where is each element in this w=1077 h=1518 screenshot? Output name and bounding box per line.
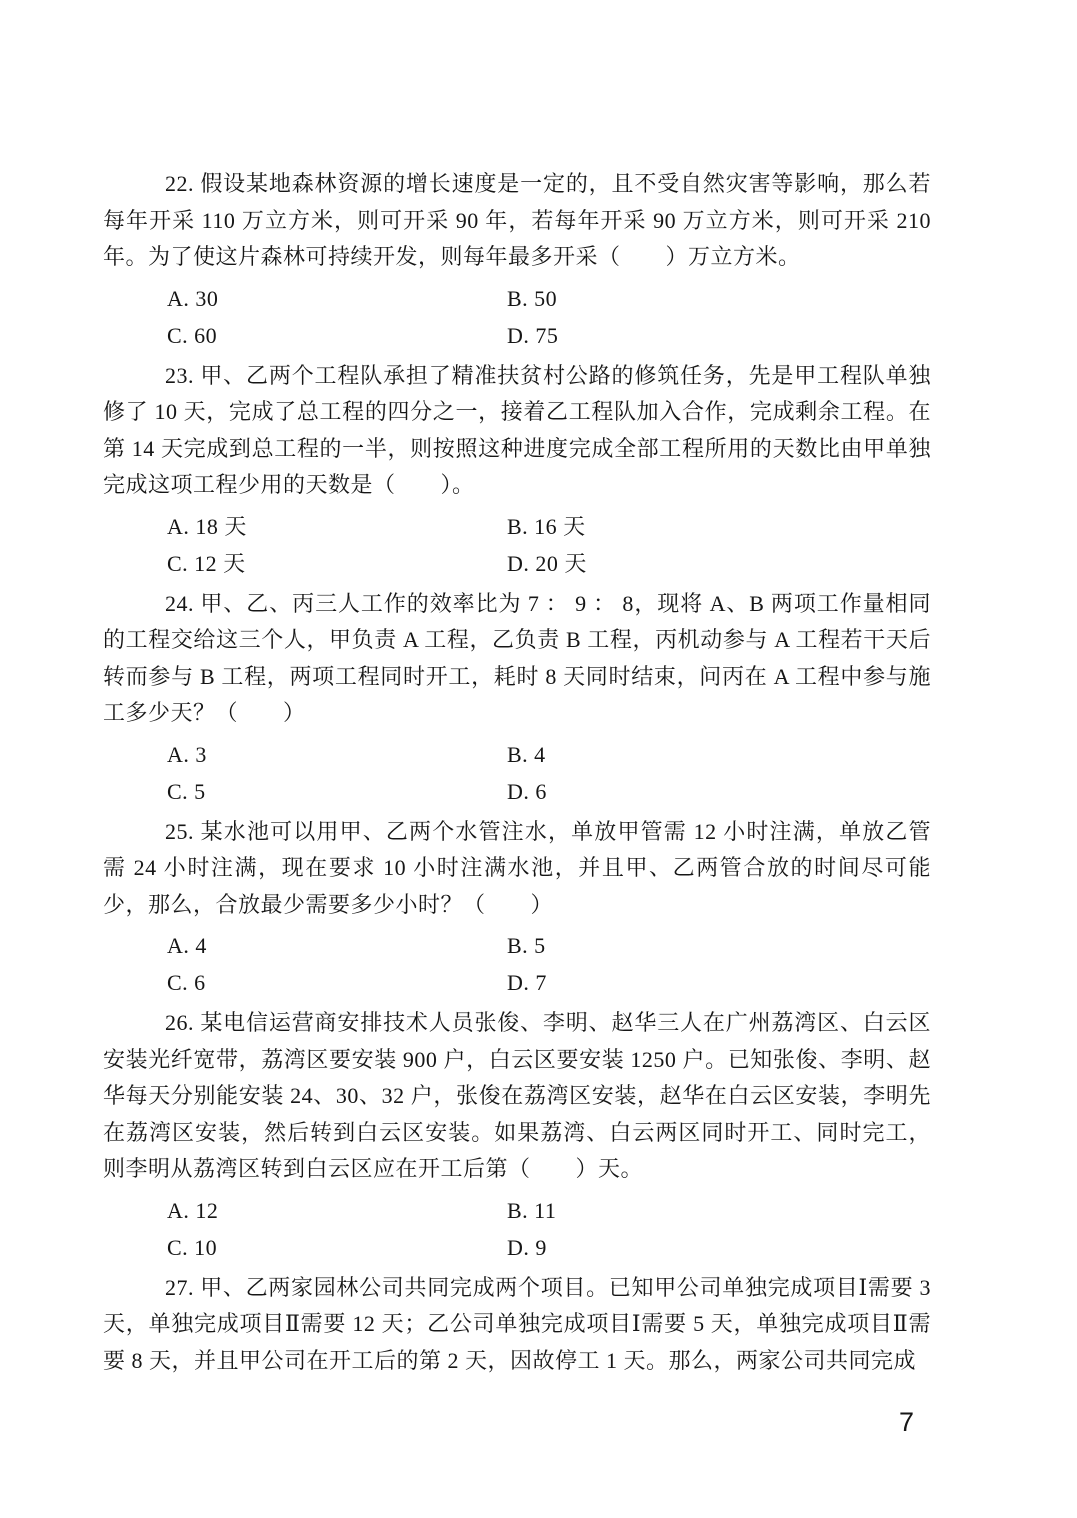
option-b: B. 5 [507, 933, 546, 958]
option-c: C. 12 天 [167, 550, 246, 576]
option-c: C. 6 [167, 970, 206, 995]
option-a: A. 12 [167, 1197, 219, 1223]
option-c: C. 10 [167, 1234, 218, 1260]
option-b: B. 50 [507, 285, 558, 311]
question-22-text: 假设某地森林资源的增长速度是一定的，且不受自然灾害等影响，那么若每年开采 110 万立方米，则可开采 90 年，若每年开采 90 万立方米，则可开采 210 年。为了使这片森林可持续开发，则每年最多开采（ ）万立方米。 [103, 171, 931, 269]
option-a: A. 4 [167, 933, 207, 958]
question-27 [103, 1270, 931, 1380]
question-25 [103, 814, 931, 1002]
question-24-number: 24. [165, 590, 194, 616]
question-25-text: 某水池可以用甲、乙两个水管注水，单放甲管需 12 小时注满，单放乙管需 24 小时注满，现在要求 10 小时注满水池，并且甲、乙两管合放的时间尽可能少，那么，合放最少需要多少小时？（ ） [103, 818, 931, 917]
option-d: D. 75 [507, 322, 559, 348]
page-content [103, 166, 931, 1379]
question-24-text: 甲、乙、丙三人工作的效率比为 7 ： 9 ： 8，现将 A、B 两项工作量相同的工程交给这三个人，甲负责 A 工程，乙负责 B 工程，丙机动参与 A 工程若干天后转而参与 B 工程，两项工程同时开工，耗时 8 天同时结束，问丙在 A 工程中参与施工多少天？（ ） [103, 590, 931, 725]
option-d: D. 20 天 [507, 550, 587, 576]
option-a: A. 18 天 [167, 513, 247, 539]
question-23 [103, 358, 931, 582]
option-b: B. 4 [507, 741, 546, 767]
option-d: D. 6 [507, 778, 547, 804]
question-23-options [103, 508, 931, 582]
option-c: C. 5 [167, 778, 206, 804]
option-c: C. 60 [167, 322, 218, 348]
question-24-paragraph [103, 586, 931, 732]
question-23-text: 甲、乙两个工程队承担了精准扶贫村公路的修筑任务，先是甲工程队单独修了 10 天，完成了总工程的四分之一，接着乙工程队加入合作，完成剩余工程。在第 14 天完成到总工程的一半，则按照这种进度完成全部工程所用的天数比由甲单独完成这项工程少用的天数是（ ）。 [103, 362, 931, 497]
option-d: D. 7 [507, 970, 547, 995]
question-22-number: 22. [165, 171, 194, 196]
option-a: A. 3 [167, 741, 207, 767]
question-23-number: 23. [165, 362, 194, 388]
question-23-paragraph [103, 358, 931, 504]
question-24 [103, 586, 931, 810]
question-24-options [103, 736, 931, 810]
question-27-number: 27. [165, 1274, 194, 1300]
question-26 [103, 1005, 931, 1266]
question-26-text: 某电信运营商安排技术人员张俊、李明、赵华三人在广州荔湾区、白云区安装光纤宽带，荔湾区要安装 900 户，白云区要安装 1250 户。已知张俊、李明、赵华每天分别能安装 24、30、32 户，张俊在荔湾区安装，赵华在白云区安装，李明先在荔湾区安装，然后转到白云区安装。如果荔湾、白云两区同时开工、同时完工，则李明从荔湾区转到白云区应在开工后第（ ）天。 [103, 1010, 931, 1181]
question-26-options [103, 1192, 931, 1266]
question-25-number: 25. [165, 818, 194, 844]
question-27-paragraph [103, 1270, 931, 1380]
question-25-options [103, 927, 931, 1001]
option-b: B. 11 [507, 1197, 557, 1223]
question-26-number: 26. [165, 1010, 194, 1035]
option-a: A. 30 [167, 285, 219, 311]
option-b: B. 16 天 [507, 513, 586, 539]
question-22-paragraph [103, 166, 931, 276]
question-27-text: 甲、乙两家园林公司共同完成两个项目。已知甲公司单独完成项目Ⅰ需要 3 天，单独完成项目Ⅱ需要 12 天；乙公司单独完成项目Ⅰ需要 5 天，单独完成项目Ⅱ需要 8 天，并且甲公司在开工后的第 2 天，因故停工 1 天。那么，两家公司共同完成 [103, 1274, 931, 1373]
question-26-paragraph [103, 1005, 931, 1188]
question-22-options [103, 280, 931, 354]
question-25-paragraph [103, 814, 931, 924]
question-22 [103, 166, 931, 354]
page-number: 7 [899, 1407, 915, 1437]
option-d: D. 9 [507, 1234, 547, 1260]
